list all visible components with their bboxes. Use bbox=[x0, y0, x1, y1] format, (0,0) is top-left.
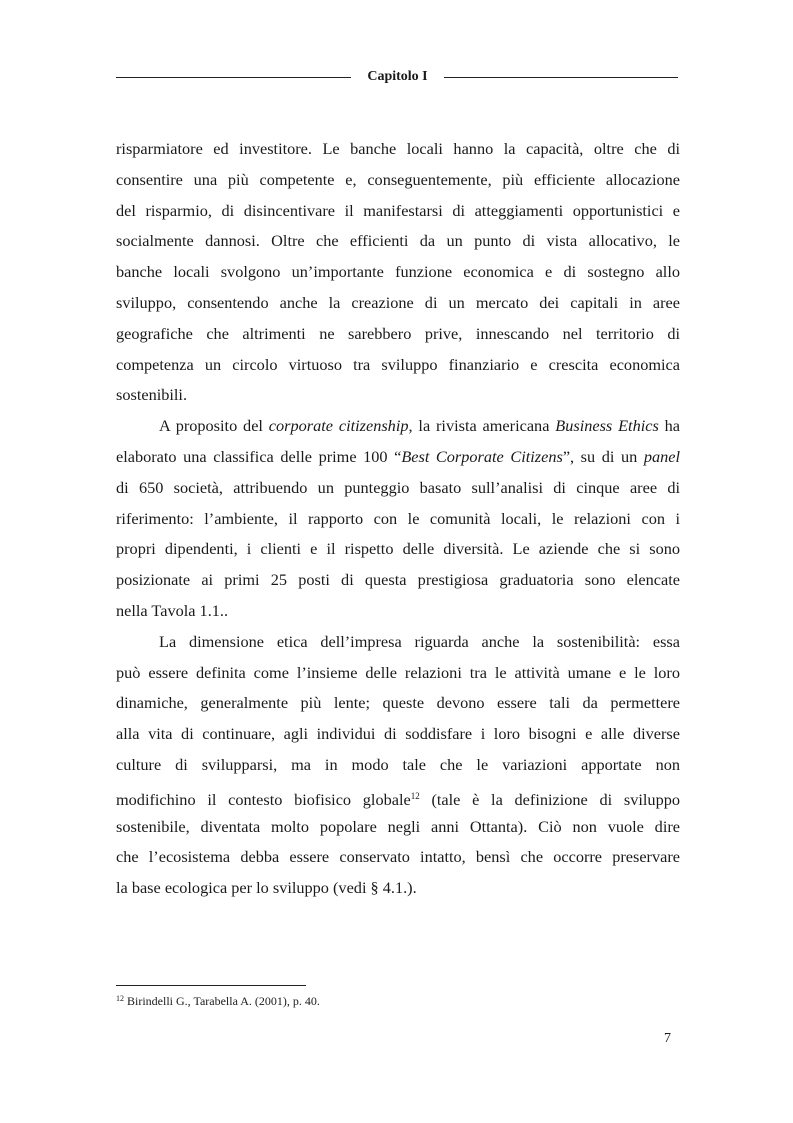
text-run: ”, su di un bbox=[562, 446, 644, 466]
text-line bbox=[116, 442, 680, 473]
header-rule-left bbox=[116, 77, 351, 78]
paragraph-3 bbox=[116, 627, 680, 904]
text-line: la base ecologica per lo sviluppo (vedi § 4.1.). bbox=[116, 878, 417, 898]
running-header bbox=[116, 66, 678, 90]
text-line: competenza un circolo virtuoso tra sviluppo finanziario e crescita economica bbox=[116, 354, 680, 374]
text-run: ha bbox=[658, 416, 681, 436]
text-line bbox=[116, 411, 680, 442]
text-line: geografiche che altrimenti ne sarebbero prive, innescando nel territorio di bbox=[116, 323, 680, 343]
text-line: sostenibili. bbox=[116, 385, 188, 405]
text-line: alla vita di continuare, agli individui di soddisfare i loro bisogni e alle diverse bbox=[116, 724, 680, 744]
text-run: elaborato una classifica delle prime 100 “ bbox=[116, 446, 402, 466]
text-line: La dimensione etica dell’impresa riguarda anche la sostenibilità: essa bbox=[159, 631, 680, 651]
italic-term: corporate citizenship bbox=[268, 416, 409, 436]
text-line: risparmiatore ed investitore. Le banche locali hanno la capacità, oltre che di bbox=[116, 139, 680, 158]
page-number: 7 bbox=[664, 1031, 671, 1046]
text-line: socialmente dannosi. Oltre che efficienti da un punto di vista allocativo, le bbox=[116, 231, 680, 251]
text-line: può essere definita come l’insieme delle relazioni tra le attività umane e le loro bbox=[116, 662, 680, 682]
footnote-number: 12 bbox=[116, 994, 124, 1003]
paragraph-2 bbox=[116, 411, 680, 627]
footnote-reference[interactable]: 12 bbox=[410, 790, 420, 801]
text-line: che l’ecosistema debba essere conservato intatto, bensì che occorre preservare bbox=[116, 847, 680, 867]
text-line: sostenibile, diventata molto popolare negli anni Ottanta). Ciò non vuole dire bbox=[116, 816, 680, 836]
text-line: consentire una più competente e, conseguentemente, più efficiente allocazione bbox=[116, 169, 680, 189]
paragraph-1 bbox=[116, 134, 680, 411]
italic-term: panel bbox=[643, 446, 680, 466]
text-line: posizionate ai primi 25 posti di questa prestigiosa graduatoria sono elencate bbox=[116, 570, 680, 590]
text-run: modifichino il contesto biofisico globale bbox=[116, 789, 411, 809]
italic-term: Best Corporate Citizens bbox=[401, 446, 563, 466]
text-line: nella Tavola 1.1.. bbox=[116, 600, 229, 620]
footnote-text: Birindelli G., Tarabella A. (2001), p. 40. bbox=[124, 994, 320, 1008]
text-run: , la rivista americana bbox=[408, 416, 556, 436]
text-line: riferimento: l’ambiente, il rapporto con le comunità locali, le relazioni con i bbox=[116, 508, 680, 528]
footnote bbox=[116, 994, 320, 1009]
text-line bbox=[116, 781, 680, 812]
text-line: dinamiche, generalmente più lente; queste devono essere tali da permettere bbox=[116, 693, 680, 713]
text-line: propri dipendenti, i clienti e il rispetto delle diversità. Le aziende che si sono bbox=[116, 539, 680, 559]
text-run: A proposito del bbox=[159, 416, 269, 436]
text-line: sviluppo, consentendo anche la creazione di un mercato dei capitali in aree bbox=[116, 292, 680, 312]
text-line: culture di svilupparsi, ma in modo tale che le variazioni apportate non bbox=[116, 754, 680, 774]
chapter-title: Capitolo I bbox=[367, 69, 428, 84]
text-line: di 650 società, attribuendo un punteggio basato sull’analisi di cinque aree di bbox=[116, 477, 680, 497]
footnote-separator bbox=[116, 985, 306, 986]
text-run: (tale è la definizione di sviluppo bbox=[419, 789, 680, 809]
text-line: banche locali svolgono un’importante funzione economica e di sostegno allo bbox=[116, 262, 680, 282]
body-text bbox=[116, 134, 680, 904]
header-rule-right bbox=[444, 77, 678, 78]
italic-term: Business Ethics bbox=[555, 416, 659, 436]
text-line: del risparmio, di disincentivare il manifestarsi di atteggiamenti opportunistici e bbox=[116, 200, 680, 220]
